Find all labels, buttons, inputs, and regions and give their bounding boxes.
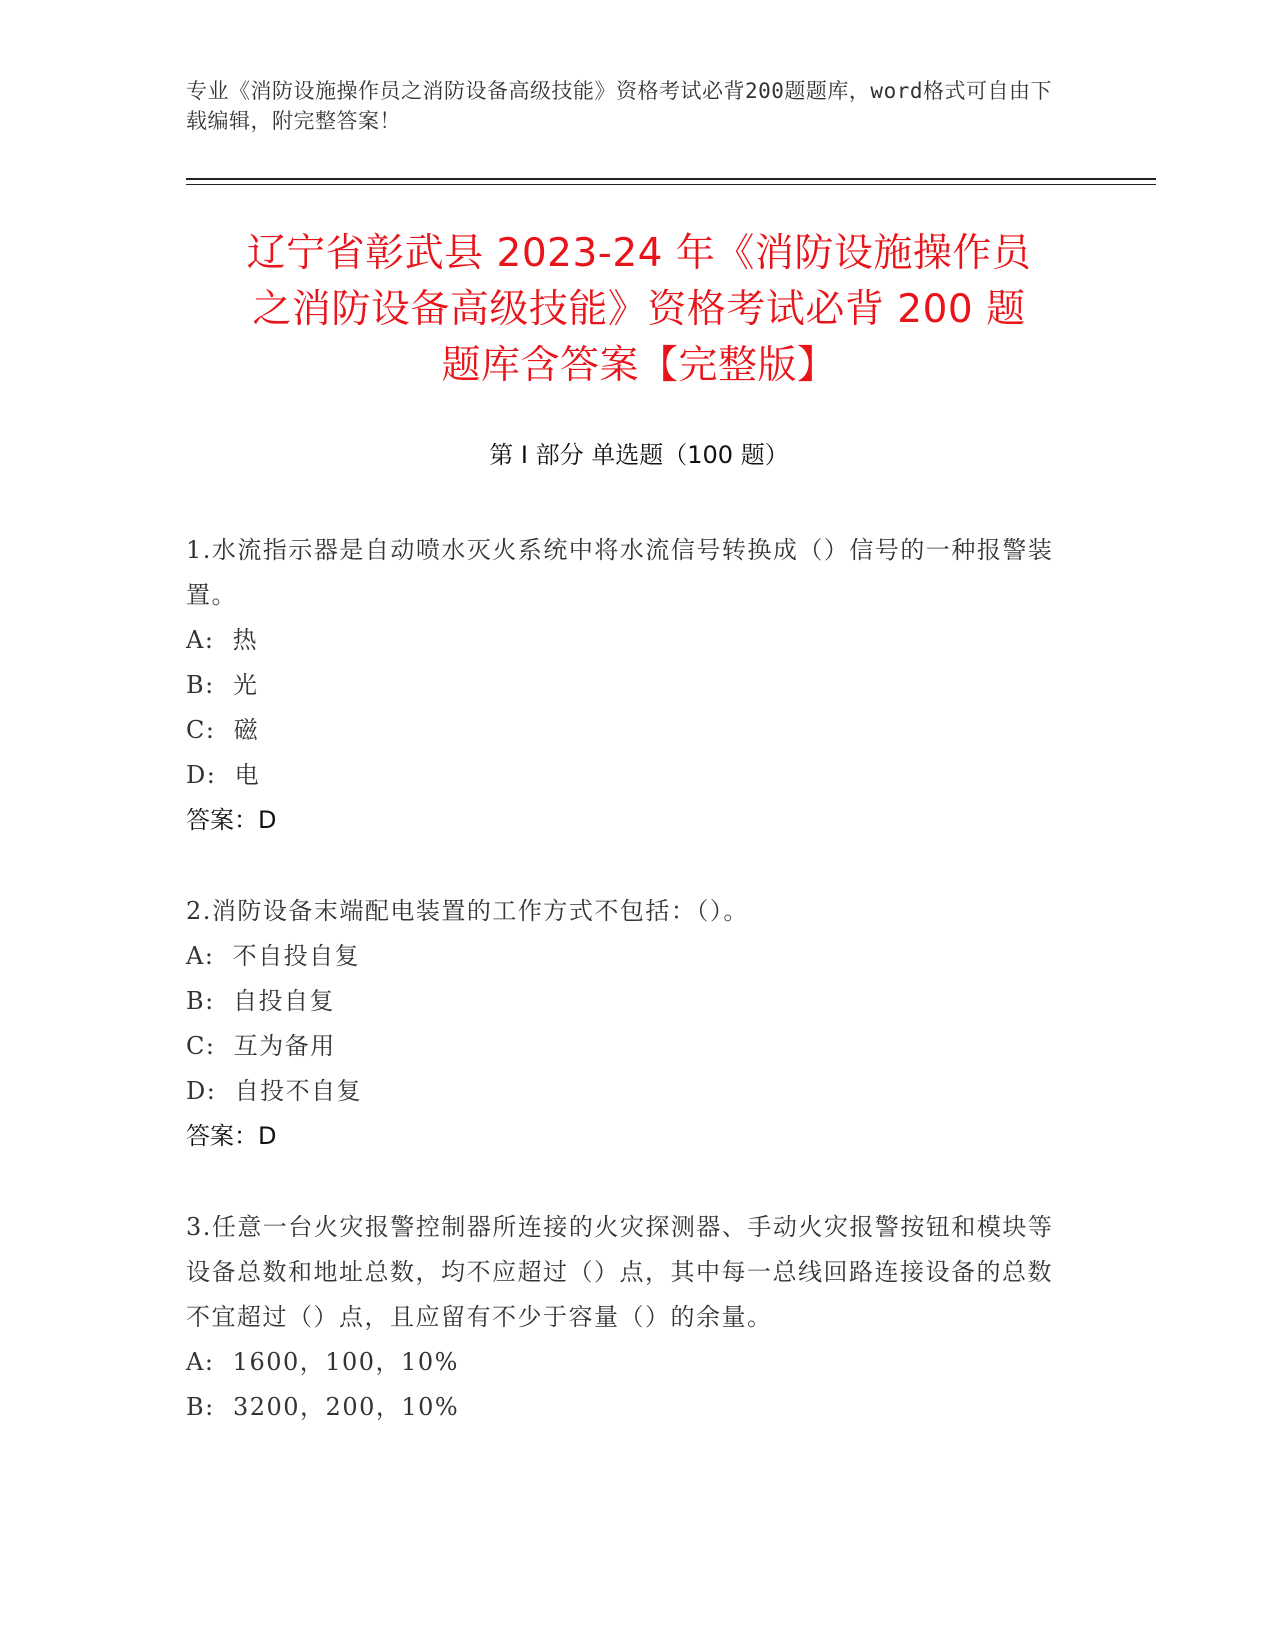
header-divider-thick xyxy=(186,178,1156,180)
option-d: D: 电 xyxy=(186,761,261,789)
question-list xyxy=(186,528,1056,1476)
option-b: B: 3200，200，10% xyxy=(186,1393,460,1421)
header-divider-thin xyxy=(186,184,1156,185)
document-title-line-1: 辽宁省彰武县 2023-24 年《消防设施操作员 xyxy=(246,231,1032,276)
document-title-line-3: 题库含答案【完整版】 xyxy=(441,343,837,388)
question-3 xyxy=(186,1205,1056,1430)
option-b: B: 光 xyxy=(186,671,259,699)
document-title-line-2: 之消防设备高级技能》资格考试必背 200 题 xyxy=(252,287,1026,332)
option-a: A: 热 xyxy=(186,626,259,654)
option-b: B: 自投自复 xyxy=(186,987,335,1015)
section-heading: 第 I 部分 单选题（100 题） xyxy=(489,441,789,469)
question-stem: 1.水流指示器是自动喷水灭火系统中将水流信号转换成（）信号的一种报警装置。 xyxy=(186,536,1054,609)
question-stem: 3.任意一台火灾报警控制器所连接的火灾探测器、手动火灾报警按钮和模块等设备总数和地址总数，均不应超过（）点，其中每一总线回路连接设备的总数不宜超过（）点，且应留有不少于容量（）的余量。 xyxy=(186,1213,1054,1331)
document-title xyxy=(186,226,1092,394)
option-d: D: 自投不自复 xyxy=(186,1077,363,1105)
option-a: A: 不自投自复 xyxy=(186,942,361,970)
question-2 xyxy=(186,889,1056,1159)
answer: 答案：D xyxy=(186,1122,277,1150)
question-stem: 2.消防设备末端配电装置的工作方式不包括：（）。 xyxy=(186,897,749,925)
answer: 答案：D xyxy=(186,806,277,834)
option-c: C: 磁 xyxy=(186,716,260,744)
option-c: C: 互为备用 xyxy=(186,1032,336,1060)
question-1 xyxy=(186,528,1056,843)
option-a: A: 1600，100，10% xyxy=(186,1348,459,1376)
header-note: 专业《消防设施操作员之消防设备高级技能》资格考试必背200题题库，word格式可自由下载编辑，附完整答案！ xyxy=(186,79,1052,133)
